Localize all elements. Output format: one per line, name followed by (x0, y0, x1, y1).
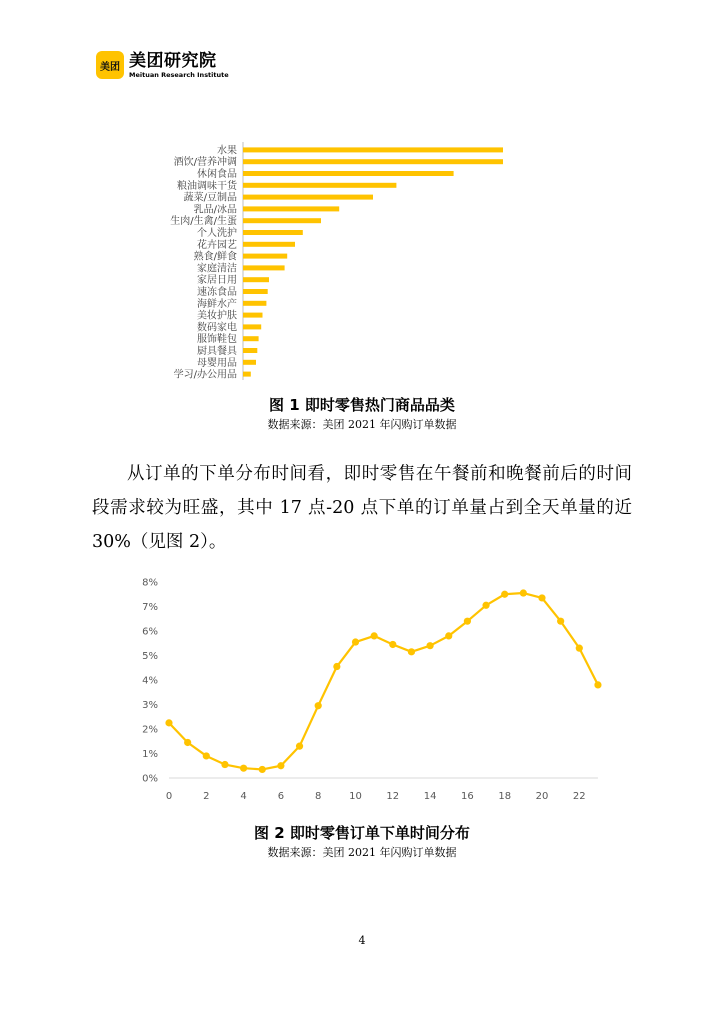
x-tick-label: 22 (572, 791, 586, 802)
data-point (165, 719, 172, 726)
data-point (389, 641, 396, 648)
bar (243, 372, 251, 377)
x-tick-label: 12 (386, 791, 400, 802)
x-tick-label: 16 (461, 791, 474, 802)
data-point (482, 602, 489, 609)
x-tick-label: 4 (240, 791, 247, 802)
y-tick-label: 2% (142, 724, 158, 736)
figure2-line-chart (0, 570, 724, 810)
data-point (445, 632, 452, 639)
bar-category-label: 海鲜水产 (197, 298, 237, 310)
y-tick-label: 4% (142, 675, 158, 687)
bar (243, 254, 287, 259)
logo-english-name: Meituan Research Institute (129, 71, 229, 79)
data-point (557, 618, 564, 625)
logo-text (129, 51, 229, 79)
data-point (520, 589, 527, 596)
x-tick-label: 10 (349, 791, 362, 802)
data-point (501, 591, 508, 598)
bar (243, 360, 256, 365)
y-tick-label: 1% (142, 749, 158, 760)
data-point (296, 743, 303, 750)
bar-category-label: 美妆护肤 (197, 310, 237, 322)
meituan-logo (96, 51, 229, 79)
bar (243, 218, 321, 223)
bar-category-label: 家居日用 (197, 275, 237, 287)
bar-category-label: 休闲食品 (197, 169, 237, 180)
figure1-caption: 图 1 即时零售热门商品品类 (269, 396, 455, 414)
data-point (427, 642, 434, 649)
figure2-caption: 图 2 即时零售订单下单时间分布 (254, 824, 470, 842)
bar (243, 348, 257, 353)
bar (243, 265, 285, 270)
y-tick-label: 3% (142, 700, 158, 711)
bar (243, 301, 266, 306)
logo-chinese-name: 美团研究院 (129, 51, 217, 71)
y-tick-label: 6% (142, 626, 158, 638)
bar (243, 195, 373, 200)
bar-category-label: 母婴用品 (197, 357, 237, 369)
bar-category-label: 乳品/冰品 (193, 204, 237, 216)
data-point (371, 632, 378, 639)
x-tick-label: 20 (535, 791, 549, 802)
data-point (464, 618, 471, 625)
data-point (538, 594, 545, 601)
y-tick-label: 7% (142, 602, 158, 613)
bar (243, 159, 503, 164)
data-point (594, 681, 601, 688)
bar-category-label: 学习/办公用品 (173, 369, 237, 381)
figure1-source: 数据来源：美团 2021 年闪购订单数据 (267, 418, 457, 431)
x-tick-label: 6 (277, 791, 285, 802)
y-tick-label: 0% (142, 773, 158, 785)
data-point (240, 765, 247, 772)
bar-category-label: 蔬菜/豆制品 (183, 192, 237, 204)
bar-category-label: 粮油调味干货 (177, 180, 237, 192)
data-point (259, 766, 266, 773)
bar-category-label: 熟食/鲜食 (193, 251, 237, 263)
bar-category-label: 酒饮/营养冲调 (173, 157, 237, 169)
bar (243, 336, 259, 341)
data-point (277, 762, 284, 769)
bar (243, 242, 295, 247)
x-tick-label: 8 (315, 791, 322, 802)
logo-badge: 美团 (96, 51, 124, 79)
bar-category-label: 速冻食品 (197, 287, 237, 298)
x-tick-label: 0 (165, 791, 173, 802)
bar-category-label: 家庭清洁 (197, 263, 237, 275)
x-tick-label: 2 (203, 791, 210, 802)
x-tick-label: 18 (498, 791, 512, 802)
body-paragraph: 从订单的下单分布时间看，即时零售在午餐前和晚餐前后的时间段需求较为旺盛，其中 17 点-20 点下单的订单量占到全天单量的近 30%（见图 2）。 (92, 464, 632, 552)
y-tick-label: 5% (142, 651, 158, 662)
bar (243, 324, 261, 329)
bar (243, 147, 503, 152)
data-point (408, 648, 415, 655)
figure2-source: 数据来源：美团 2021 年闪购订单数据 (267, 846, 457, 859)
bar-category-label: 生肉/生禽/生蛋 (170, 216, 237, 228)
x-tick-label: 14 (423, 791, 437, 802)
page-number: 4 (358, 934, 366, 947)
bar-category-label: 数码家电 (197, 322, 237, 334)
bar (243, 230, 303, 235)
bar-category-label: 服饰鞋包 (197, 334, 237, 346)
data-point (221, 761, 228, 768)
data-point (203, 752, 210, 759)
bar-category-label: 个人洗护 (197, 228, 237, 239)
bar (243, 289, 268, 294)
bar (243, 206, 339, 211)
bar-category-label: 厨具餐具 (197, 346, 237, 357)
data-point (315, 702, 322, 709)
data-point (184, 739, 191, 746)
data-point (333, 663, 340, 670)
data-point (352, 638, 359, 645)
bar (243, 313, 263, 318)
series-line (169, 593, 598, 769)
y-tick-label: 8% (142, 577, 158, 589)
bar (243, 183, 396, 188)
bar (243, 277, 269, 282)
figure1-bar-chart (0, 140, 724, 385)
bar (243, 171, 454, 176)
bar-category-label: 水果 (217, 145, 237, 157)
data-point (576, 645, 583, 652)
bar-category-label: 花卉园艺 (197, 239, 237, 251)
